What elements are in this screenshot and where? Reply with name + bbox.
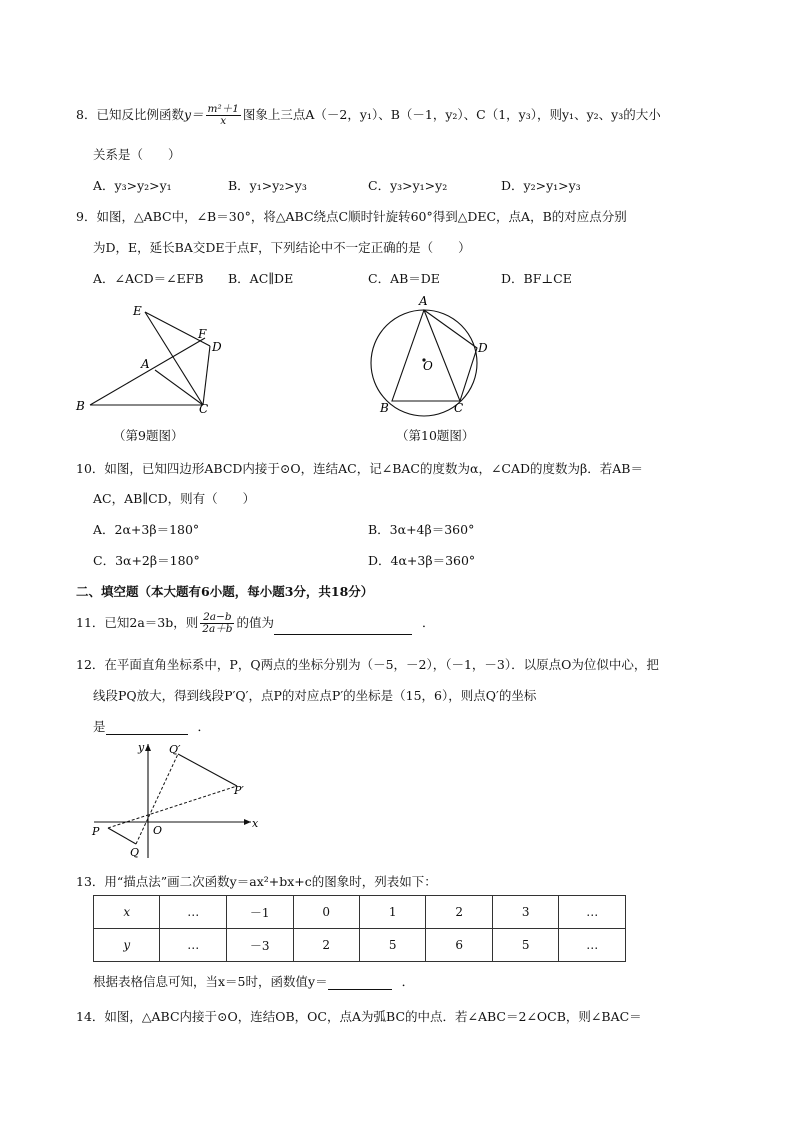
figure-9-caption: （第9题图） — [113, 428, 184, 443]
figure-12-segments — [108, 754, 237, 844]
q13-value-table — [93, 895, 626, 962]
table-cell: 5 — [492, 929, 558, 962]
q12-end: ． — [197, 719, 211, 734]
table-cell: 6 — [426, 929, 492, 962]
q9-option-a: A．∠ACD＝∠EFB — [93, 271, 204, 286]
fig9-label-c: C — [199, 402, 209, 416]
table-cell: … — [559, 896, 626, 929]
q10-stem-line2: AC，AB∥CD，则有（ ） — [93, 491, 256, 506]
q8-option-a: A．y₃>y₂>y₁ — [93, 178, 172, 193]
table-cell: 2 — [426, 896, 492, 929]
table-cell: 1 — [359, 896, 425, 929]
figure-10-caption: （第10题图） — [396, 428, 475, 443]
q11-answer-blank[interactable] — [274, 622, 412, 635]
q12-stem-line3 — [93, 717, 210, 735]
figure-12-axes — [94, 744, 251, 858]
q8-stem-line2: 关系是（ ） — [93, 147, 181, 162]
q10-stem-line1: 10．如图，已知四边形ABCD内接于⊙O，连结AC，记∠BAC的度数为α，∠CAD的度数为β．若AB＝ — [76, 461, 643, 476]
table-cell: … — [559, 929, 626, 962]
q12-stem-line2: 线段PQ放大，得到线段P′Q′，点P的对应点P′的坐标是（15，6），则点Q′的坐标 — [93, 688, 537, 703]
table-cell: 3 — [492, 896, 558, 929]
figure-12-dashed — [108, 754, 237, 844]
fig12-label-p: P — [92, 825, 100, 838]
table-cell: … — [160, 929, 227, 962]
q8-option-c: C．y₃>y₁>y₂ — [368, 178, 448, 193]
fig12-label-q-prime: Q′ — [169, 743, 181, 756]
table-cell: 5 — [359, 929, 425, 962]
fig9-label-a: A — [141, 357, 150, 371]
fig9-label-e: E — [133, 304, 142, 318]
fig10-label-b: B — [380, 401, 389, 415]
fig9-label-f: F — [198, 327, 207, 341]
fig12-label-x: x — [252, 817, 259, 830]
q8-option-d: D．y₂>y₁>y₃ — [501, 178, 581, 193]
q10-option-a: A．2α+3β＝180° — [93, 522, 200, 537]
q11-stem — [76, 612, 434, 635]
section-2-title: 二、填空题（本大题有6小题，每小题3分，共18分） — [76, 584, 374, 599]
fig10-label-d: D — [478, 341, 488, 355]
q10-option-d: D．4α+3β＝360° — [368, 553, 476, 568]
table-cell: －3 — [226, 929, 293, 962]
q11-fraction-numerator: 2a−b — [200, 612, 234, 624]
q14-stem-line1: 14．如图，△ABC内接于⊙O，连结OB，OC，点A为弧BC的中点．若∠ABC＝2∠OCB，则∠BAC＝ — [76, 1009, 642, 1024]
q8-number: 8． — [76, 107, 97, 123]
q13-answer-blank[interactable] — [328, 977, 392, 990]
q8-fraction-denominator: x — [220, 115, 227, 128]
q13-stem-line1: 13．用“描点法”画二次函数y＝ax²+bx+c的图象时，列表如下： — [76, 874, 437, 889]
table-cell: 0 — [293, 896, 359, 929]
fig12-x-arrow — [244, 819, 251, 825]
fig12-label-y: y — [138, 741, 145, 754]
q9-option-c: C．AB＝DE — [368, 271, 440, 286]
fig12-label-q: Q — [130, 846, 140, 859]
figure-10 — [360, 290, 500, 420]
q10-option-b: B．3α+4β＝360° — [368, 522, 475, 537]
q11-text-post: 的值为 — [236, 615, 274, 631]
q8-option-b: B．y₁>y₂>y₃ — [228, 178, 307, 193]
q11-fraction-denominator: 2a＋b — [202, 623, 233, 636]
q8-text-post: 图象上三点A（－2，y₁）、B（－1，y₂）、C（1，y₃），则y₁、y₂、y₃的大小 — [242, 107, 661, 123]
q9-option-d: D．BF⊥CE — [501, 271, 572, 286]
fig12-y-arrow — [145, 744, 151, 751]
fig10-label-a: A — [419, 294, 428, 308]
figure-12 — [86, 734, 266, 864]
table-cell: －1 — [226, 896, 293, 929]
figure-10-lines — [392, 310, 477, 401]
table-cell: x — [94, 896, 160, 929]
q8-fraction — [206, 104, 241, 127]
q8-function: y＝ — [183, 107, 204, 123]
q12-text-pre: 是 — [93, 719, 106, 734]
q9-stem-line1: 9．如图，△ABC中，∠B＝30°，将△ABC绕点C顺时针旋转60°得到△DEC，点A，B的对应点分别 — [76, 209, 627, 224]
table-cell: 2 — [293, 929, 359, 962]
figure-9-lines — [90, 312, 210, 405]
fig12-label-p-prime: P′ — [234, 784, 244, 797]
q11-fraction — [200, 612, 234, 635]
figure-9 — [70, 298, 240, 418]
q9-option-b: B．AC∥DE — [228, 271, 294, 286]
table-row — [94, 929, 626, 962]
fig9-label-b: B — [76, 399, 85, 413]
q10-option-c: C．3α+2β＝180° — [93, 553, 200, 568]
q11-text-pre: 11．已知2a＝3b，则 — [76, 615, 199, 631]
q13-stem-line2 — [93, 972, 414, 990]
table-cell: y — [94, 929, 160, 962]
q13-text-pre: 根据表格信息可知，当x＝5时，函数值y＝ — [93, 974, 328, 989]
fig9-label-d: D — [212, 340, 222, 354]
q9-stem-line2: 为D，E，延长BA交DE于点F，下列结论中不一定正确的是（ ） — [93, 240, 471, 255]
table-row — [94, 896, 626, 929]
fig12-label-o: O — [153, 824, 163, 837]
fig10-label-c: C — [454, 401, 464, 415]
table-cell: … — [160, 896, 227, 929]
q11-end: ． — [421, 615, 435, 631]
q13-end: ． — [401, 974, 415, 989]
q8-text-pre: 已知反比例函数 — [96, 107, 184, 123]
fig10-label-o: O — [423, 359, 433, 373]
q8-fraction-numerator: m²＋1 — [207, 103, 239, 115]
q12-stem-line1: 12．在平面直角坐标系中，P，Q两点的坐标分别为（－5，－2），（－1，－3）．以原点O为位似中心，把 — [76, 657, 659, 672]
q8-stem — [76, 104, 661, 127]
